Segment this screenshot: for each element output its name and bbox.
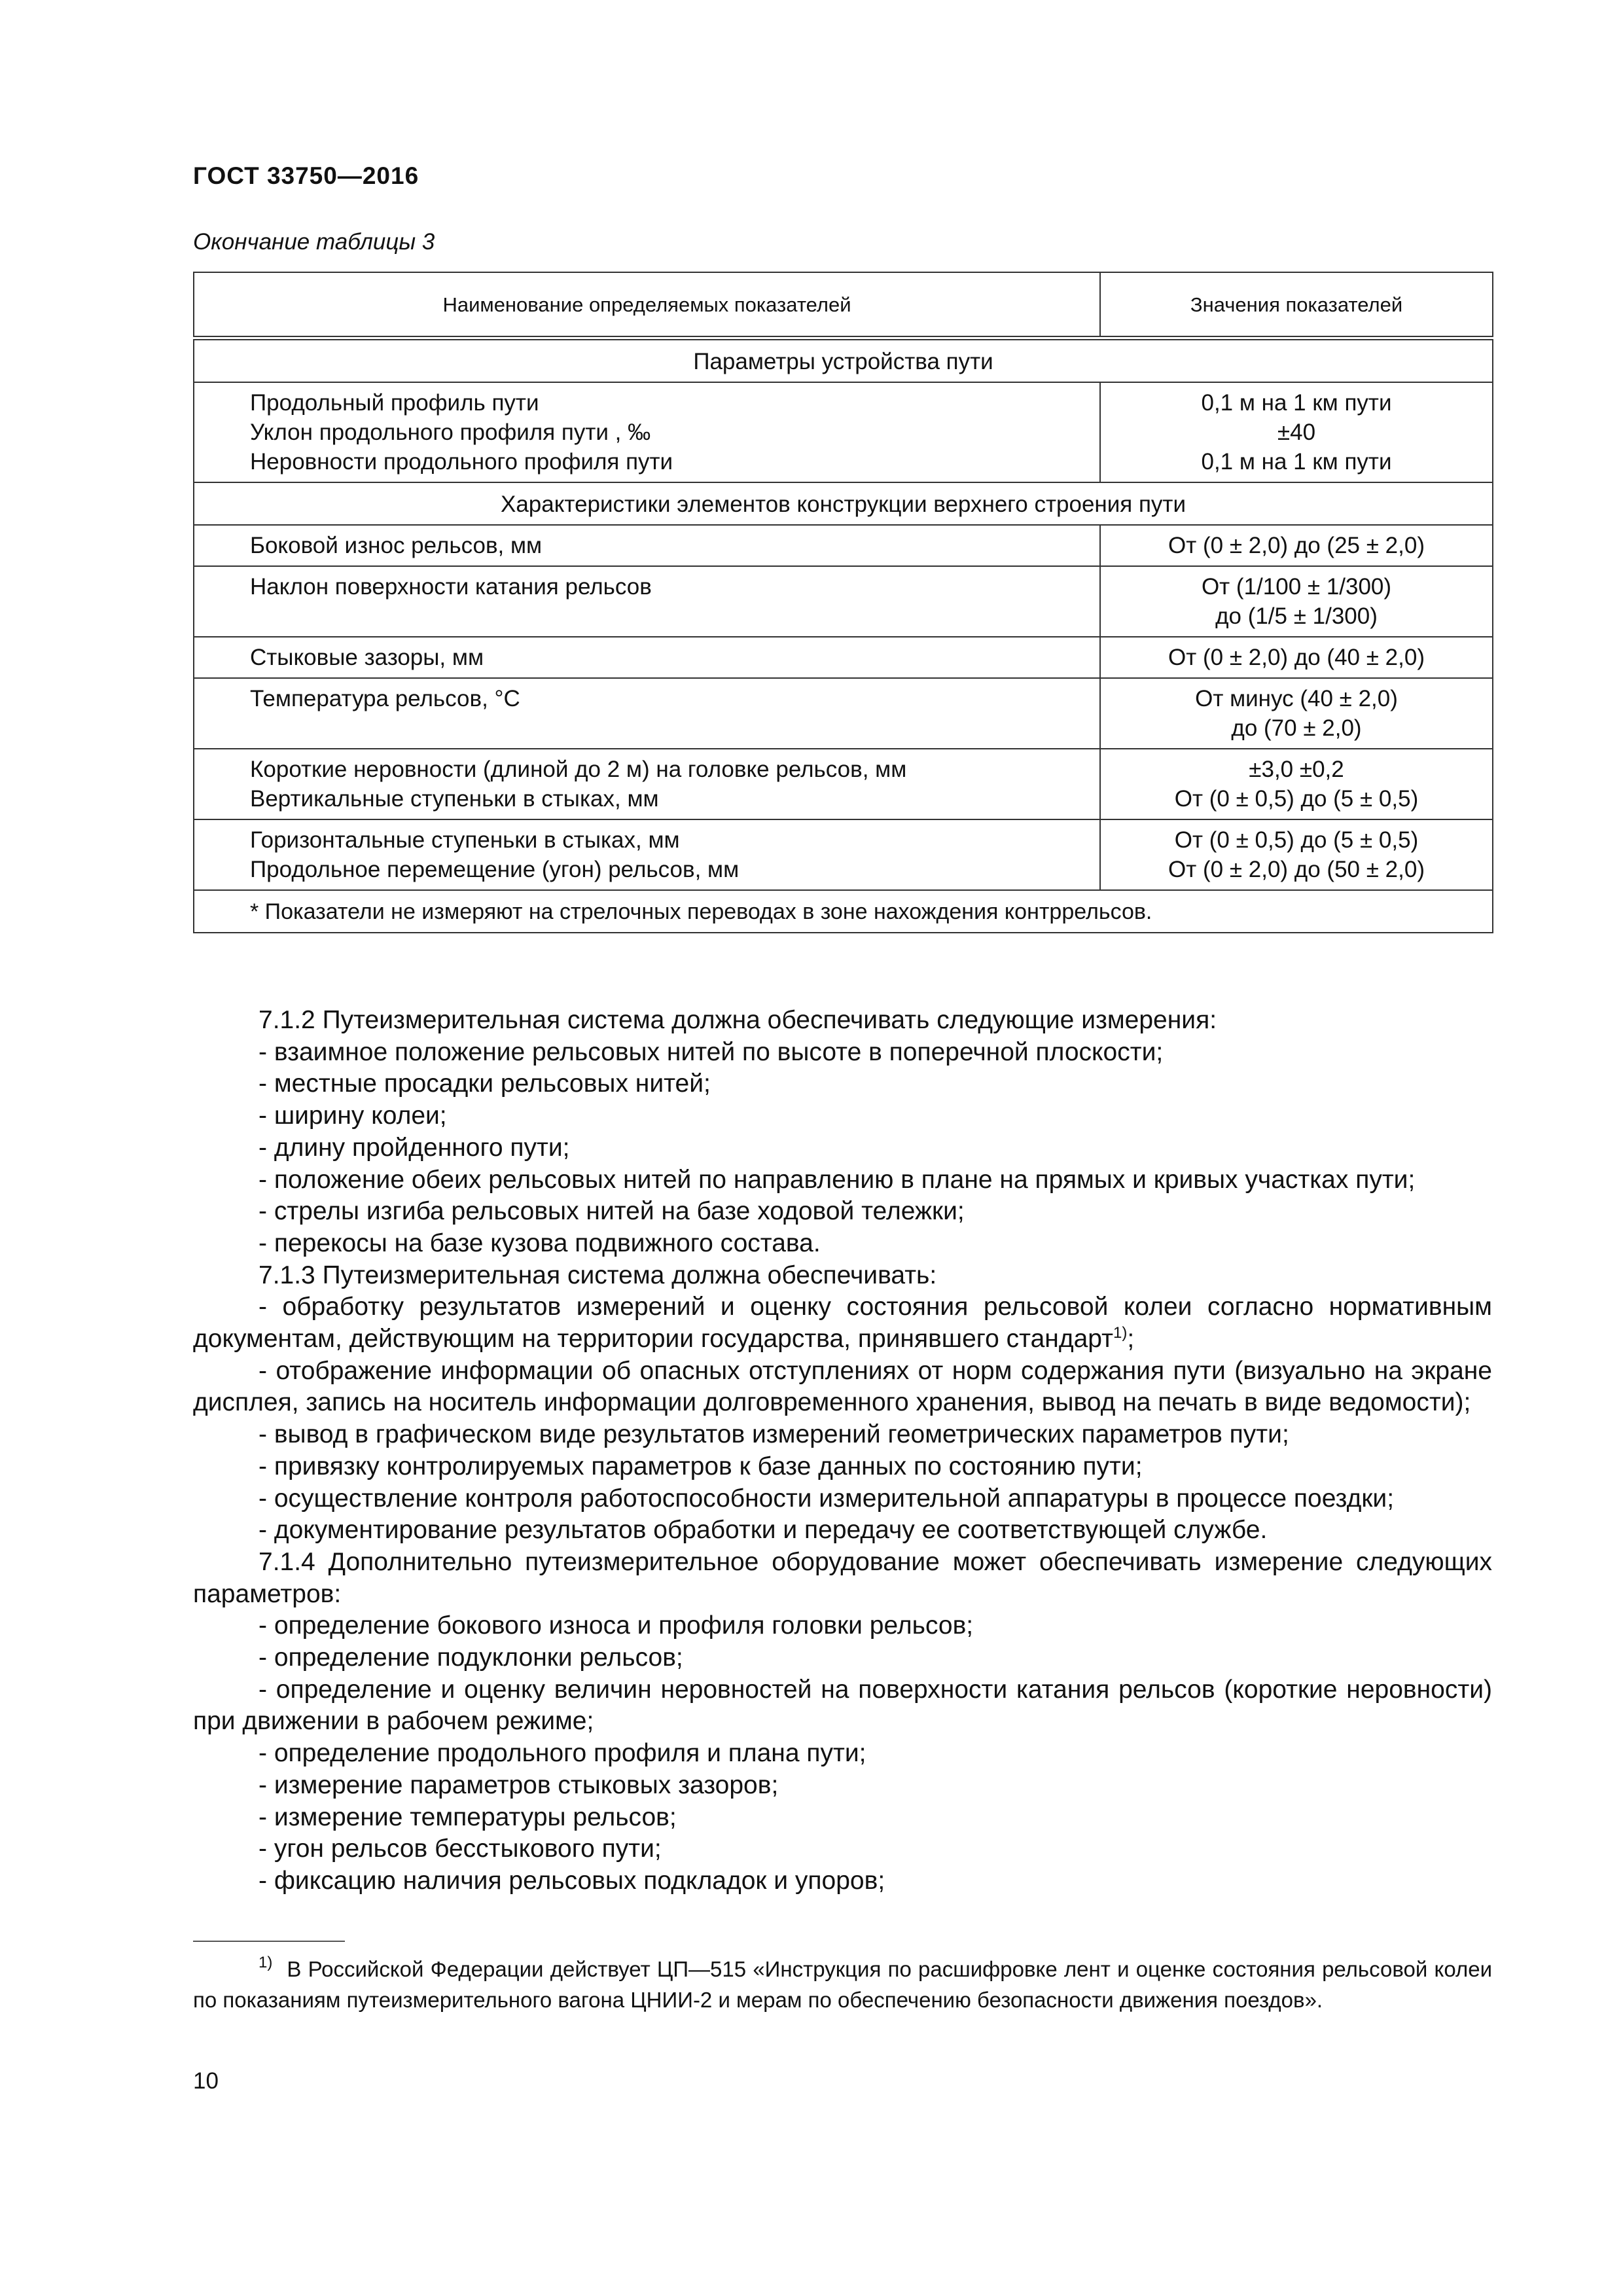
cell-line: Продольный профиль пути [250,390,539,416]
footnote: $^{1)}$ В Российской Федерации действует ЦП—515 «Инструкция по расшифровке лент и оценке состояния рельсовой колеи по показаниям путеизмерительного вагона ЦНИИ-2 и мерам по обеспечению безопасности движения поездов». [193,1954,1492,2012]
cell-line: От (0 ± 0,5) до (5 ± 0,5) [1174,786,1419,812]
paragraph-7-1-2: 7.1.2 Путеизмерительная система должна обеспечивать следующие измерения: [259,1006,1217,1034]
column-header-name: Наименование определяемых показателей [194,272,1100,338]
column-header-value: Значения показателей [1100,272,1493,338]
table-caption: Окончание таблицы 3 [193,229,435,255]
table-cell-value [1100,678,1493,749]
table-row [194,525,1493,566]
cell-line: до (70 ± 2,0) [1231,715,1362,741]
section-row [194,482,1493,525]
table-cell-value [1100,382,1493,482]
list-item: - угон рельсов бесстыкового пути; [259,1835,662,1863]
list-item-text: - обработку результатов измерений и оценку состояния рельсовой колеи согласно нормативным документам, действующим на территории государства, принявшего стандарт [193,1293,1492,1354]
page-number: 10 [193,2068,219,2094]
list-item: - вывод в графическом виде результатов измерений геометрических параметров пути; [259,1420,1289,1449]
list-item: - стрелы изгиба рельсовых нитей на базе ходовой тележки; [259,1197,965,1226]
footnote-divider [193,1941,345,1942]
footnote-text: В Российской Федерации действует ЦП—515 «Инструкция по расшифровке лент и оценке состояния рельсовой колеи по показаниям путеизмерительного вагона ЦНИИ-2 и мерам по обеспечению безопасности движения поездов». [193,1957,1492,2012]
cell-line: 0,1 м на 1 км пути [1201,390,1392,416]
table-cell-name [194,382,1100,482]
cell-line: ±3,0 ±0,2 [1249,757,1344,782]
cell-line: 0,1 м на 1 км пути [1201,449,1392,475]
table-cell-name: Температура рельсов, °С [194,678,1100,749]
list-item: - определение и оценку величин неровностей на поверхности катания рельсов (короткие неровности) при движении в рабочем режиме; [193,1675,1492,1736]
table-cell-name: Наклон поверхности катания рельсов [194,566,1100,637]
table-row [194,566,1493,637]
table-cell-name [194,819,1100,890]
table-header-row [194,272,1493,338]
table-cell-value [1100,819,1493,890]
list-item: - местные просадки рельсовых нитей; [259,1069,711,1098]
list-item: - фиксацию наличия рельсовых подкладок и упоров; [259,1866,885,1895]
paragraph-7-1-3: 7.1.3 Путеизмерительная система должна обеспечивать: [259,1261,937,1289]
cell-line: Вертикальные ступеньки в стыках, мм [250,786,659,812]
document-code-header: ГОСТ 33750—2016 [193,162,419,189]
list-item: - документирование результатов обработки и передачу ее соответствующей службе. [259,1516,1268,1545]
table-row [194,637,1493,678]
cell-line: до (1/5 ± 1/300) [1215,603,1378,629]
table-cell-name: Стыковые зазоры, мм [194,637,1100,678]
body-text [193,1005,1492,1897]
cell-line: От (1/100 ± 1/300) [1201,574,1392,600]
table-row [194,749,1493,819]
list-item: - определение подуклонки рельсов; [259,1643,683,1672]
footnote-reference: 1) [1113,1324,1128,1342]
cell-line: Продольное перемещение (угон) рельсов, мм [250,857,740,882]
cell-line: ±40 [1277,420,1316,445]
paragraph-7-1-4: 7.1.4 Дополнительно путеизмерительное оборудование может обеспечивать измерение следующих параметров: [193,1547,1492,1608]
table-row [194,819,1493,890]
table-cell-name [194,749,1100,819]
list-item: - перекосы на базе кузова подвижного состава. [259,1229,821,1257]
list-item: - отображение информации об опасных отступлениях от норм содержания пути (визуально на экране дисплея, запись на носитель информации долговременного хранения, вывод на печать в виде ведомости); [193,1356,1492,1417]
table-cell-value: От (0 ± 2,0) до (40 ± 2,0) [1100,637,1493,678]
list-item: - ширину колеи; [259,1102,447,1130]
section-row [194,338,1493,383]
table-cell-value [1100,749,1493,819]
table-cell-value [1100,566,1493,637]
table-row [194,678,1493,749]
cell-line: От (0 ± 0,5) до (5 ± 0,5) [1174,827,1419,853]
list-item: - длину пройденного пути; [259,1133,570,1162]
table-cell-name: Боковой износ рельсов, мм [194,525,1100,566]
cell-line: От (0 ± 2,0) до (50 ± 2,0) [1168,857,1425,882]
cell-line: Короткие неровности (длиной до 2 м) на головке рельсов, мм [250,757,907,782]
list-item: - осуществление контроля работоспособности измерительной аппаратуры в процессе поездки; [259,1484,1395,1513]
table-note-row [194,890,1493,933]
cell-line: От минус (40 ± 2,0) [1195,686,1398,711]
list-item: - взаимное положение рельсовых нитей по высоте в поперечной плоскости; [259,1037,1164,1066]
list-item: - измерение температуры рельсов; [259,1803,677,1831]
list-item: - положение обеих рельсовых нитей по направлению в плане на прямых и кривых участках пути; [259,1165,1416,1194]
cell-line: Уклон продольного профиля пути , ‰ [250,420,651,445]
list-item: - измерение параметров стыковых зазоров; [259,1770,779,1799]
table-row [194,382,1493,482]
cell-line: Неровности продольного профиля пути [250,449,673,475]
cell-line: Горизонтальные ступеньки в стыках, мм [250,827,680,853]
list-item: - определение бокового износа и профиля головки рельсов; [259,1611,974,1640]
list-item [193,1291,1492,1355]
table-note: * Показатели не измеряют на стрелочных переводах в зоне нахождения контррельсов. [194,890,1493,933]
list-item: - привязку контролируемых параметров к базе данных по состоянию пути; [259,1452,1143,1480]
section-title: Характеристики элементов конструкции верхнего строения пути [194,482,1493,525]
list-item: - определение продольного профиля и плана пути; [259,1739,866,1768]
table-cell-value: От (0 ± 2,0) до (25 ± 2,0) [1100,525,1493,566]
section-title: Параметры устройства пути [194,338,1493,383]
list-item-end: ; [1127,1325,1135,1354]
parameters-table [193,272,1493,933]
